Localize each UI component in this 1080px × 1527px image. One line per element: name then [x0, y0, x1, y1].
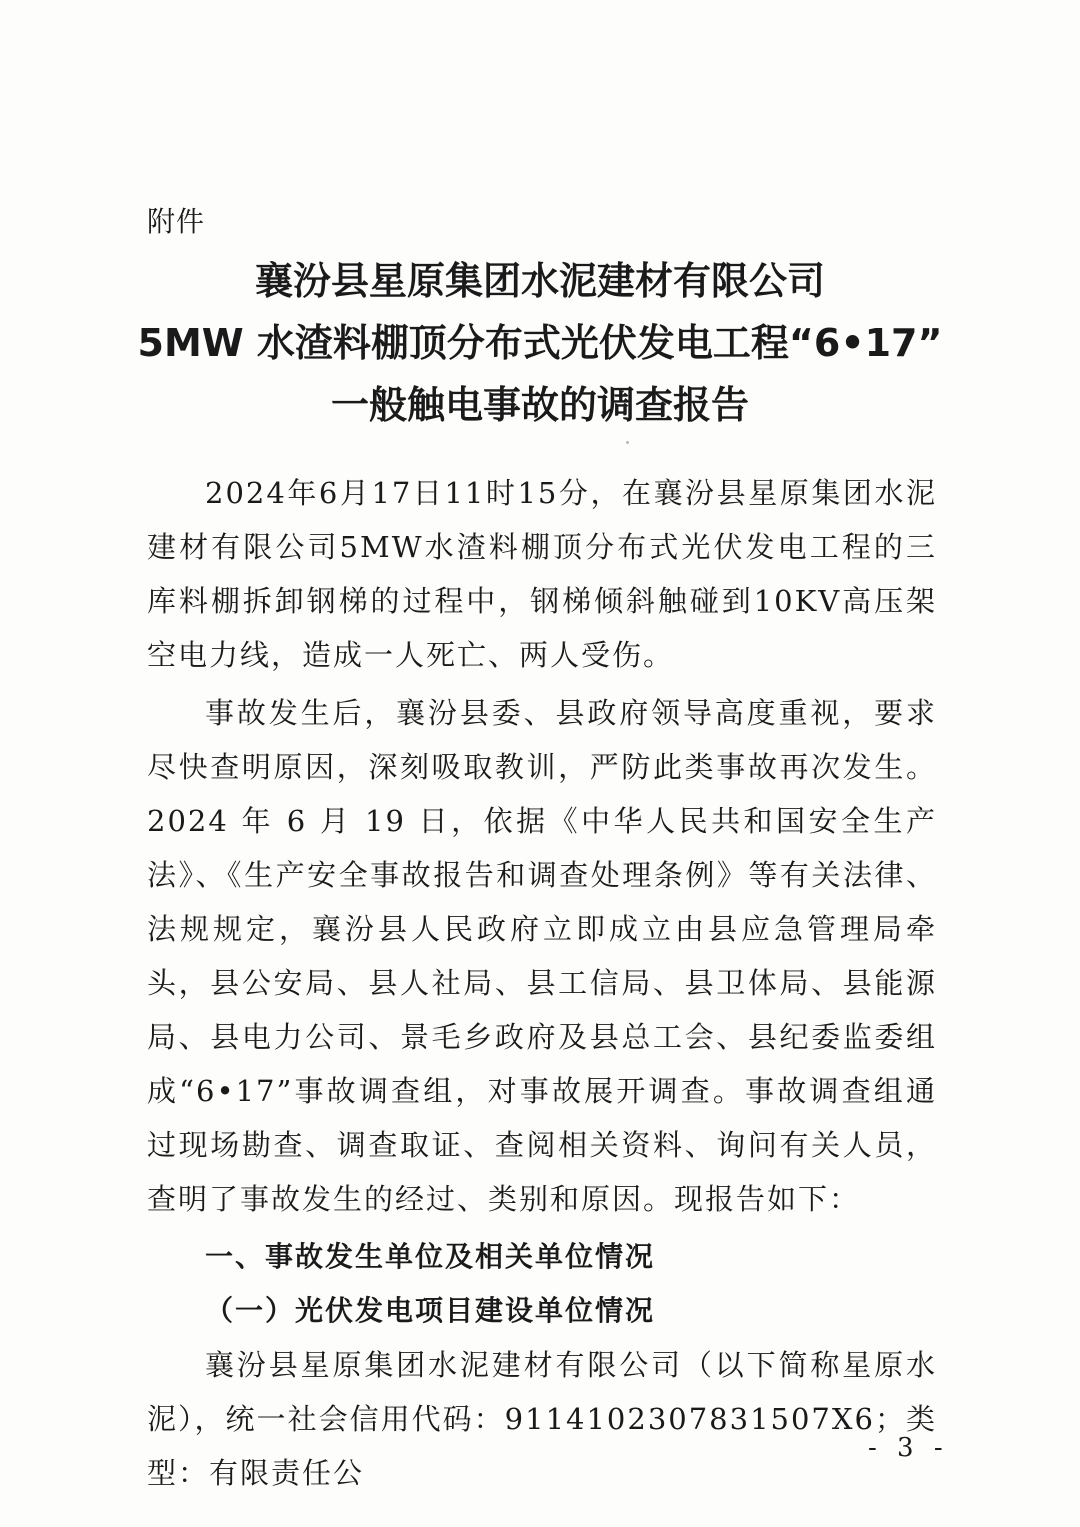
- paragraph-accident-summary: 2024年6月17日11时15分，在襄汾县星原集团水泥建材有限公司5MW水渣料棚顶分布式光伏发电工程的三库料棚拆卸钢梯的过程中，钢梯倾斜触碰到10KV高压架空电力线，造成一人死亡、两人受伤。: [147, 476, 937, 672]
- document-body: [147, 466, 937, 1504]
- document-title: [100, 250, 980, 436]
- scan-speck: [626, 441, 629, 444]
- page-number: - 3 -: [868, 1433, 949, 1463]
- section-heading: 一、事故发生单位及相关单位情况: [205, 1240, 656, 1273]
- title-line-1: 襄汾县星原集团水泥建材有限公司: [254, 259, 825, 303]
- paragraph-company-info: 襄汾县星原集团水泥建材有限公司（以下简称星原水泥），统一社会信用代码：9114102307831507X6；类型：有限责任公: [147, 1348, 937, 1490]
- attachment-label: 附件: [147, 205, 206, 238]
- title-line-2: 5MW 水渣料棚顶分布式光伏发电工程“6•17”: [137, 321, 943, 365]
- subsection-heading: （一）光伏发电项目建设单位情况: [205, 1294, 656, 1327]
- title-line-3: 一般触电事故的调查报告: [330, 383, 749, 427]
- paragraph-investigation: 事故发生后，襄汾县委、县政府领导高度重视，要求尽快查明原因，深刻吸取教训，严防此类事故再次发生。2024 年 6 月 19 日，依据《中华人民共和国安全生产法》、《生产安全事故报告和调查处理条例》等有关法律、法规规定，襄汾县人民政府立即成立由县应急管理局牵头，县公安局、县人社局、县工信局、县卫体局、县能源局、县电力公司、景毛乡政府及县总工会、县纪委监委组成“6•17”事故调查组，对事故展开调查。事故调查组通过现场勘查、调查取证、查阅相关资料、询问有关人员，查明了事故发生的经过、类别和原因。现报告如下：: [147, 696, 937, 1216]
